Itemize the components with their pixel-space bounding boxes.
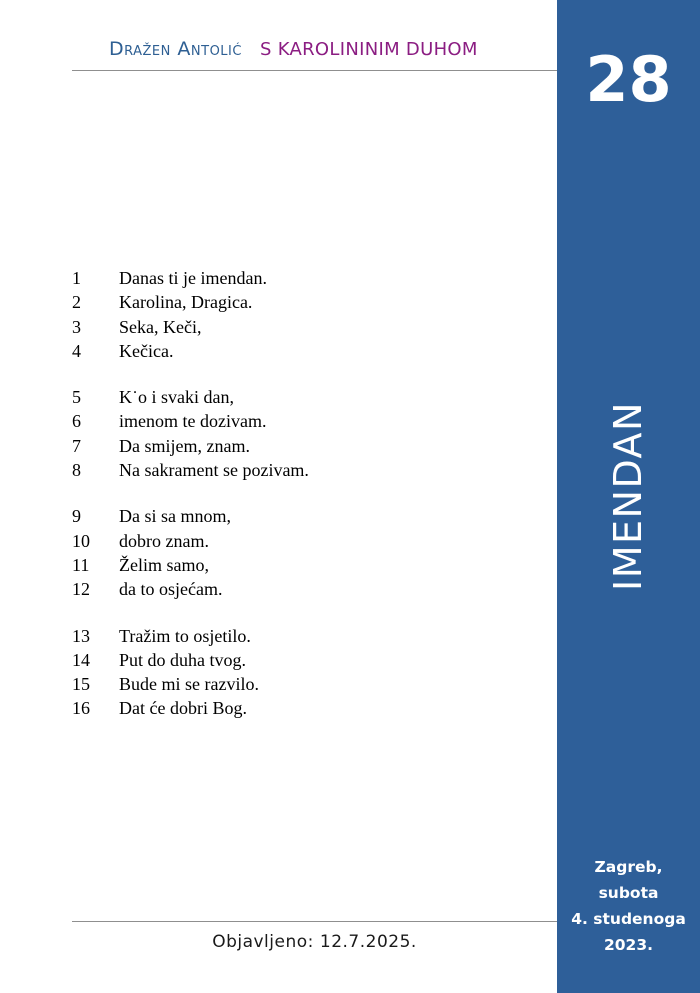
- line-text: Da si sa mnom,: [119, 506, 231, 527]
- line-number: 8: [72, 460, 81, 481]
- poem-line: [72, 672, 542, 696]
- line-number: 1: [72, 268, 81, 288]
- line-text: K˙o i svaki dan,: [119, 387, 234, 408]
- poem-line: [72, 434, 542, 458]
- line-text: Dat će dobri Bog.: [119, 698, 247, 719]
- poem-line: [72, 553, 542, 577]
- poem-line: [72, 315, 542, 339]
- poem: [72, 266, 542, 743]
- line-number: 13: [72, 625, 90, 646]
- line-number: 14: [72, 649, 90, 670]
- stanza: [72, 624, 542, 721]
- line-number: 6: [72, 411, 81, 432]
- poem-line: [72, 648, 542, 672]
- sidebar: [557, 0, 700, 993]
- line-number: 12: [72, 579, 90, 600]
- stanza: [72, 504, 542, 601]
- line-text: Kečica.: [119, 340, 174, 361]
- line-number: 10: [72, 530, 90, 551]
- poem-line: [72, 624, 542, 648]
- stanza: [72, 266, 542, 363]
- date-line: Zagreb,: [594, 858, 663, 876]
- published-date: 12.7.2025.: [319, 932, 417, 952]
- poem-line: [72, 529, 542, 553]
- poem-title: IMENDAN: [606, 401, 650, 591]
- line-text: Želim samo,: [119, 554, 209, 575]
- poem-line: [72, 504, 542, 528]
- line-number: 4: [72, 340, 81, 361]
- line-text: Danas ti je imendan.: [119, 268, 267, 288]
- line-text: Bude mi se razvilo.: [119, 674, 259, 695]
- published-label: Objavljeno:: [212, 932, 314, 952]
- date-block: [557, 854, 700, 958]
- line-text: Tražim to osjetilo.: [119, 625, 251, 646]
- line-text: Put do duha tvog.: [119, 649, 247, 670]
- line-number: 9: [72, 506, 81, 527]
- line-number: 3: [72, 316, 81, 337]
- line-text: Seka, Keči,: [119, 316, 202, 337]
- poem-line: [72, 339, 542, 363]
- poem-line: [72, 696, 542, 720]
- poem-line: [72, 290, 542, 314]
- published-note: [72, 932, 557, 952]
- date-line: 4. studenoga: [571, 910, 686, 928]
- poem-number: 28: [585, 43, 672, 116]
- poem-line: [72, 577, 542, 601]
- line-text: Na sakrament se pozivam.: [119, 460, 309, 481]
- line-text: Da smijem, znam.: [119, 435, 250, 456]
- date-line: 2023.: [603, 936, 654, 954]
- poem-line: [72, 458, 542, 482]
- line-text: dobro znam.: [119, 530, 209, 551]
- header-rule: [72, 70, 557, 71]
- line-number: 16: [72, 698, 90, 719]
- author-name: Dražen Antolić: [109, 38, 242, 60]
- book-title: S KAROLININIM DUHOM: [259, 39, 478, 60]
- poem-line: [72, 409, 542, 433]
- stanza: [72, 385, 542, 482]
- page-header: [72, 38, 557, 60]
- poem-line: [72, 385, 542, 409]
- line-number: 15: [72, 674, 90, 695]
- footer-rule: [72, 921, 557, 922]
- line-number: 5: [72, 387, 81, 408]
- line-number: 2: [72, 292, 81, 313]
- line-number: 11: [72, 554, 90, 575]
- line-text: imenom te dozivam.: [119, 411, 267, 432]
- line-number: 7: [72, 435, 81, 456]
- line-text: Karolina, Dragica.: [119, 292, 253, 313]
- poem-line: [72, 266, 542, 290]
- date-line: subota: [598, 884, 659, 902]
- line-text: da to osjećam.: [119, 579, 223, 600]
